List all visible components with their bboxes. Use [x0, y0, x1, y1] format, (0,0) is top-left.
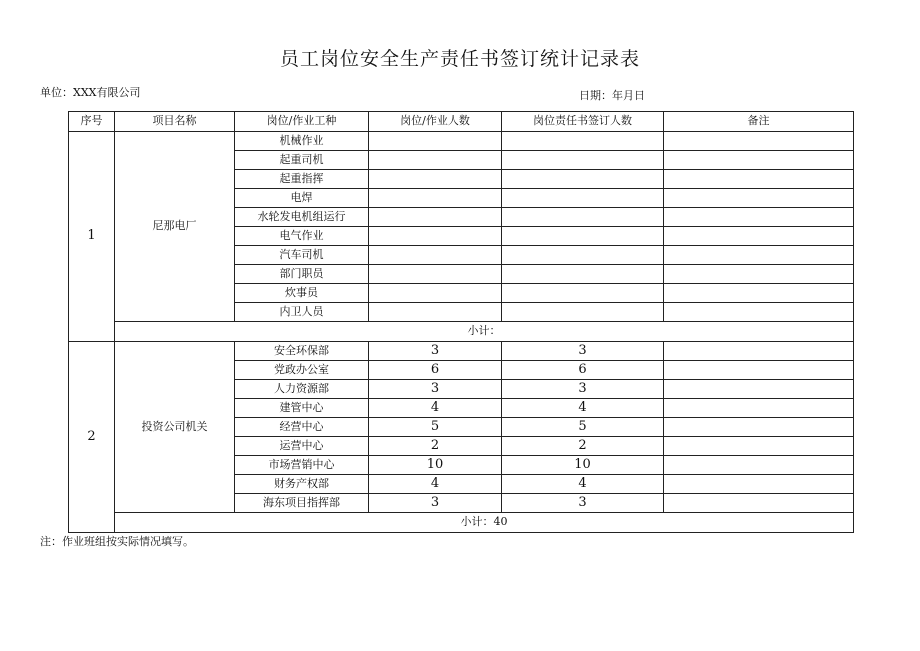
count-cell — [369, 208, 502, 227]
post-cell: 汽车司机 — [235, 246, 369, 265]
note-cell — [664, 418, 854, 437]
count-cell — [369, 303, 502, 322]
header-project: 项目名称 — [115, 112, 235, 132]
signed-count-cell: 5 — [502, 418, 664, 437]
note-cell — [664, 456, 854, 475]
count-cell — [369, 284, 502, 303]
note-cell — [664, 475, 854, 494]
subtotal-cell: 小计： — [115, 322, 854, 342]
statistics-table — [68, 111, 854, 533]
signed-count-cell — [502, 170, 664, 189]
count-cell — [369, 227, 502, 246]
signed-count-cell — [502, 246, 664, 265]
signed-count-cell: 4 — [502, 399, 664, 418]
post-cell: 电焊 — [235, 189, 369, 208]
signed-count-cell — [502, 151, 664, 170]
project-name-cell: 投资公司机关 — [115, 342, 235, 513]
note-cell — [664, 284, 854, 303]
signed-count-cell: 2 — [502, 437, 664, 456]
count-cell — [369, 189, 502, 208]
header-row — [69, 112, 854, 132]
header-signed: 岗位责任书签订人数 — [502, 112, 664, 132]
table-row — [69, 342, 854, 361]
page-title: 员工岗位安全生产责任书签订统计记录表 — [279, 48, 640, 70]
post-cell: 内卫人员 — [235, 303, 369, 322]
count-cell: 2 — [369, 437, 502, 456]
signed-count-cell: 3 — [502, 380, 664, 399]
signed-count-cell: 3 — [502, 494, 664, 513]
post-cell: 市场营销中心 — [235, 456, 369, 475]
note-cell — [664, 132, 854, 151]
post-cell: 安全环保部 — [235, 342, 369, 361]
note-cell — [664, 151, 854, 170]
note-cell — [664, 265, 854, 284]
post-cell: 机械作业 — [235, 132, 369, 151]
signed-count-cell: 3 — [502, 342, 664, 361]
count-cell: 10 — [369, 456, 502, 475]
note-cell — [664, 189, 854, 208]
subtotal-row — [69, 322, 854, 342]
note-cell — [664, 361, 854, 380]
unit-label: 单位：XXX有限公司 — [40, 86, 141, 99]
count-cell — [369, 170, 502, 189]
post-cell: 海东项目指挥部 — [235, 494, 369, 513]
signed-count-cell — [502, 208, 664, 227]
note-cell — [664, 170, 854, 189]
post-cell: 人力资源部 — [235, 380, 369, 399]
subtotal-cell: 小计：40 — [115, 513, 854, 533]
post-cell: 起重司机 — [235, 151, 369, 170]
count-cell — [369, 151, 502, 170]
group-index-cell: 1 — [69, 132, 115, 342]
post-cell: 水轮发电机组运行 — [235, 208, 369, 227]
post-cell: 经营中心 — [235, 418, 369, 437]
post-cell: 电气作业 — [235, 227, 369, 246]
count-cell: 5 — [369, 418, 502, 437]
note-cell — [664, 380, 854, 399]
signed-count-cell: 10 — [502, 456, 664, 475]
count-cell: 3 — [369, 380, 502, 399]
note-cell — [664, 246, 854, 265]
signed-count-cell: 4 — [502, 475, 664, 494]
date-label: 日期：年月日 — [579, 89, 645, 102]
count-cell — [369, 246, 502, 265]
count-cell: 4 — [369, 475, 502, 494]
note-cell — [664, 399, 854, 418]
note-cell — [664, 342, 854, 361]
count-cell — [369, 265, 502, 284]
count-cell: 6 — [369, 361, 502, 380]
signed-count-cell — [502, 189, 664, 208]
count-cell: 3 — [369, 342, 502, 361]
footnote: 注：作业班组按实际情况填写。 — [40, 535, 194, 548]
post-cell: 运营中心 — [235, 437, 369, 456]
note-cell — [664, 303, 854, 322]
header-index: 序号 — [69, 112, 115, 132]
group-index-cell: 2 — [69, 342, 115, 533]
post-cell: 党政办公室 — [235, 361, 369, 380]
signed-count-cell — [502, 265, 664, 284]
signed-count-cell: 6 — [502, 361, 664, 380]
subtotal-row — [69, 513, 854, 533]
signed-count-cell — [502, 227, 664, 246]
post-cell: 财务产权部 — [235, 475, 369, 494]
signed-count-cell — [502, 303, 664, 322]
post-cell: 建管中心 — [235, 399, 369, 418]
project-name-cell: 尼那电厂 — [115, 132, 235, 322]
count-cell: 3 — [369, 494, 502, 513]
post-cell: 部门职员 — [235, 265, 369, 284]
count-cell: 4 — [369, 399, 502, 418]
post-cell: 起重指挥 — [235, 170, 369, 189]
header-post: 岗位/作业工种 — [235, 112, 369, 132]
count-cell — [369, 132, 502, 151]
table-row — [69, 132, 854, 151]
note-cell — [664, 227, 854, 246]
header-note: 备注 — [664, 112, 854, 132]
note-cell — [664, 437, 854, 456]
signed-count-cell — [502, 284, 664, 303]
header-count: 岗位/作业人数 — [369, 112, 502, 132]
post-cell: 炊事员 — [235, 284, 369, 303]
signed-count-cell — [502, 132, 664, 151]
note-cell — [664, 494, 854, 513]
note-cell — [664, 208, 854, 227]
